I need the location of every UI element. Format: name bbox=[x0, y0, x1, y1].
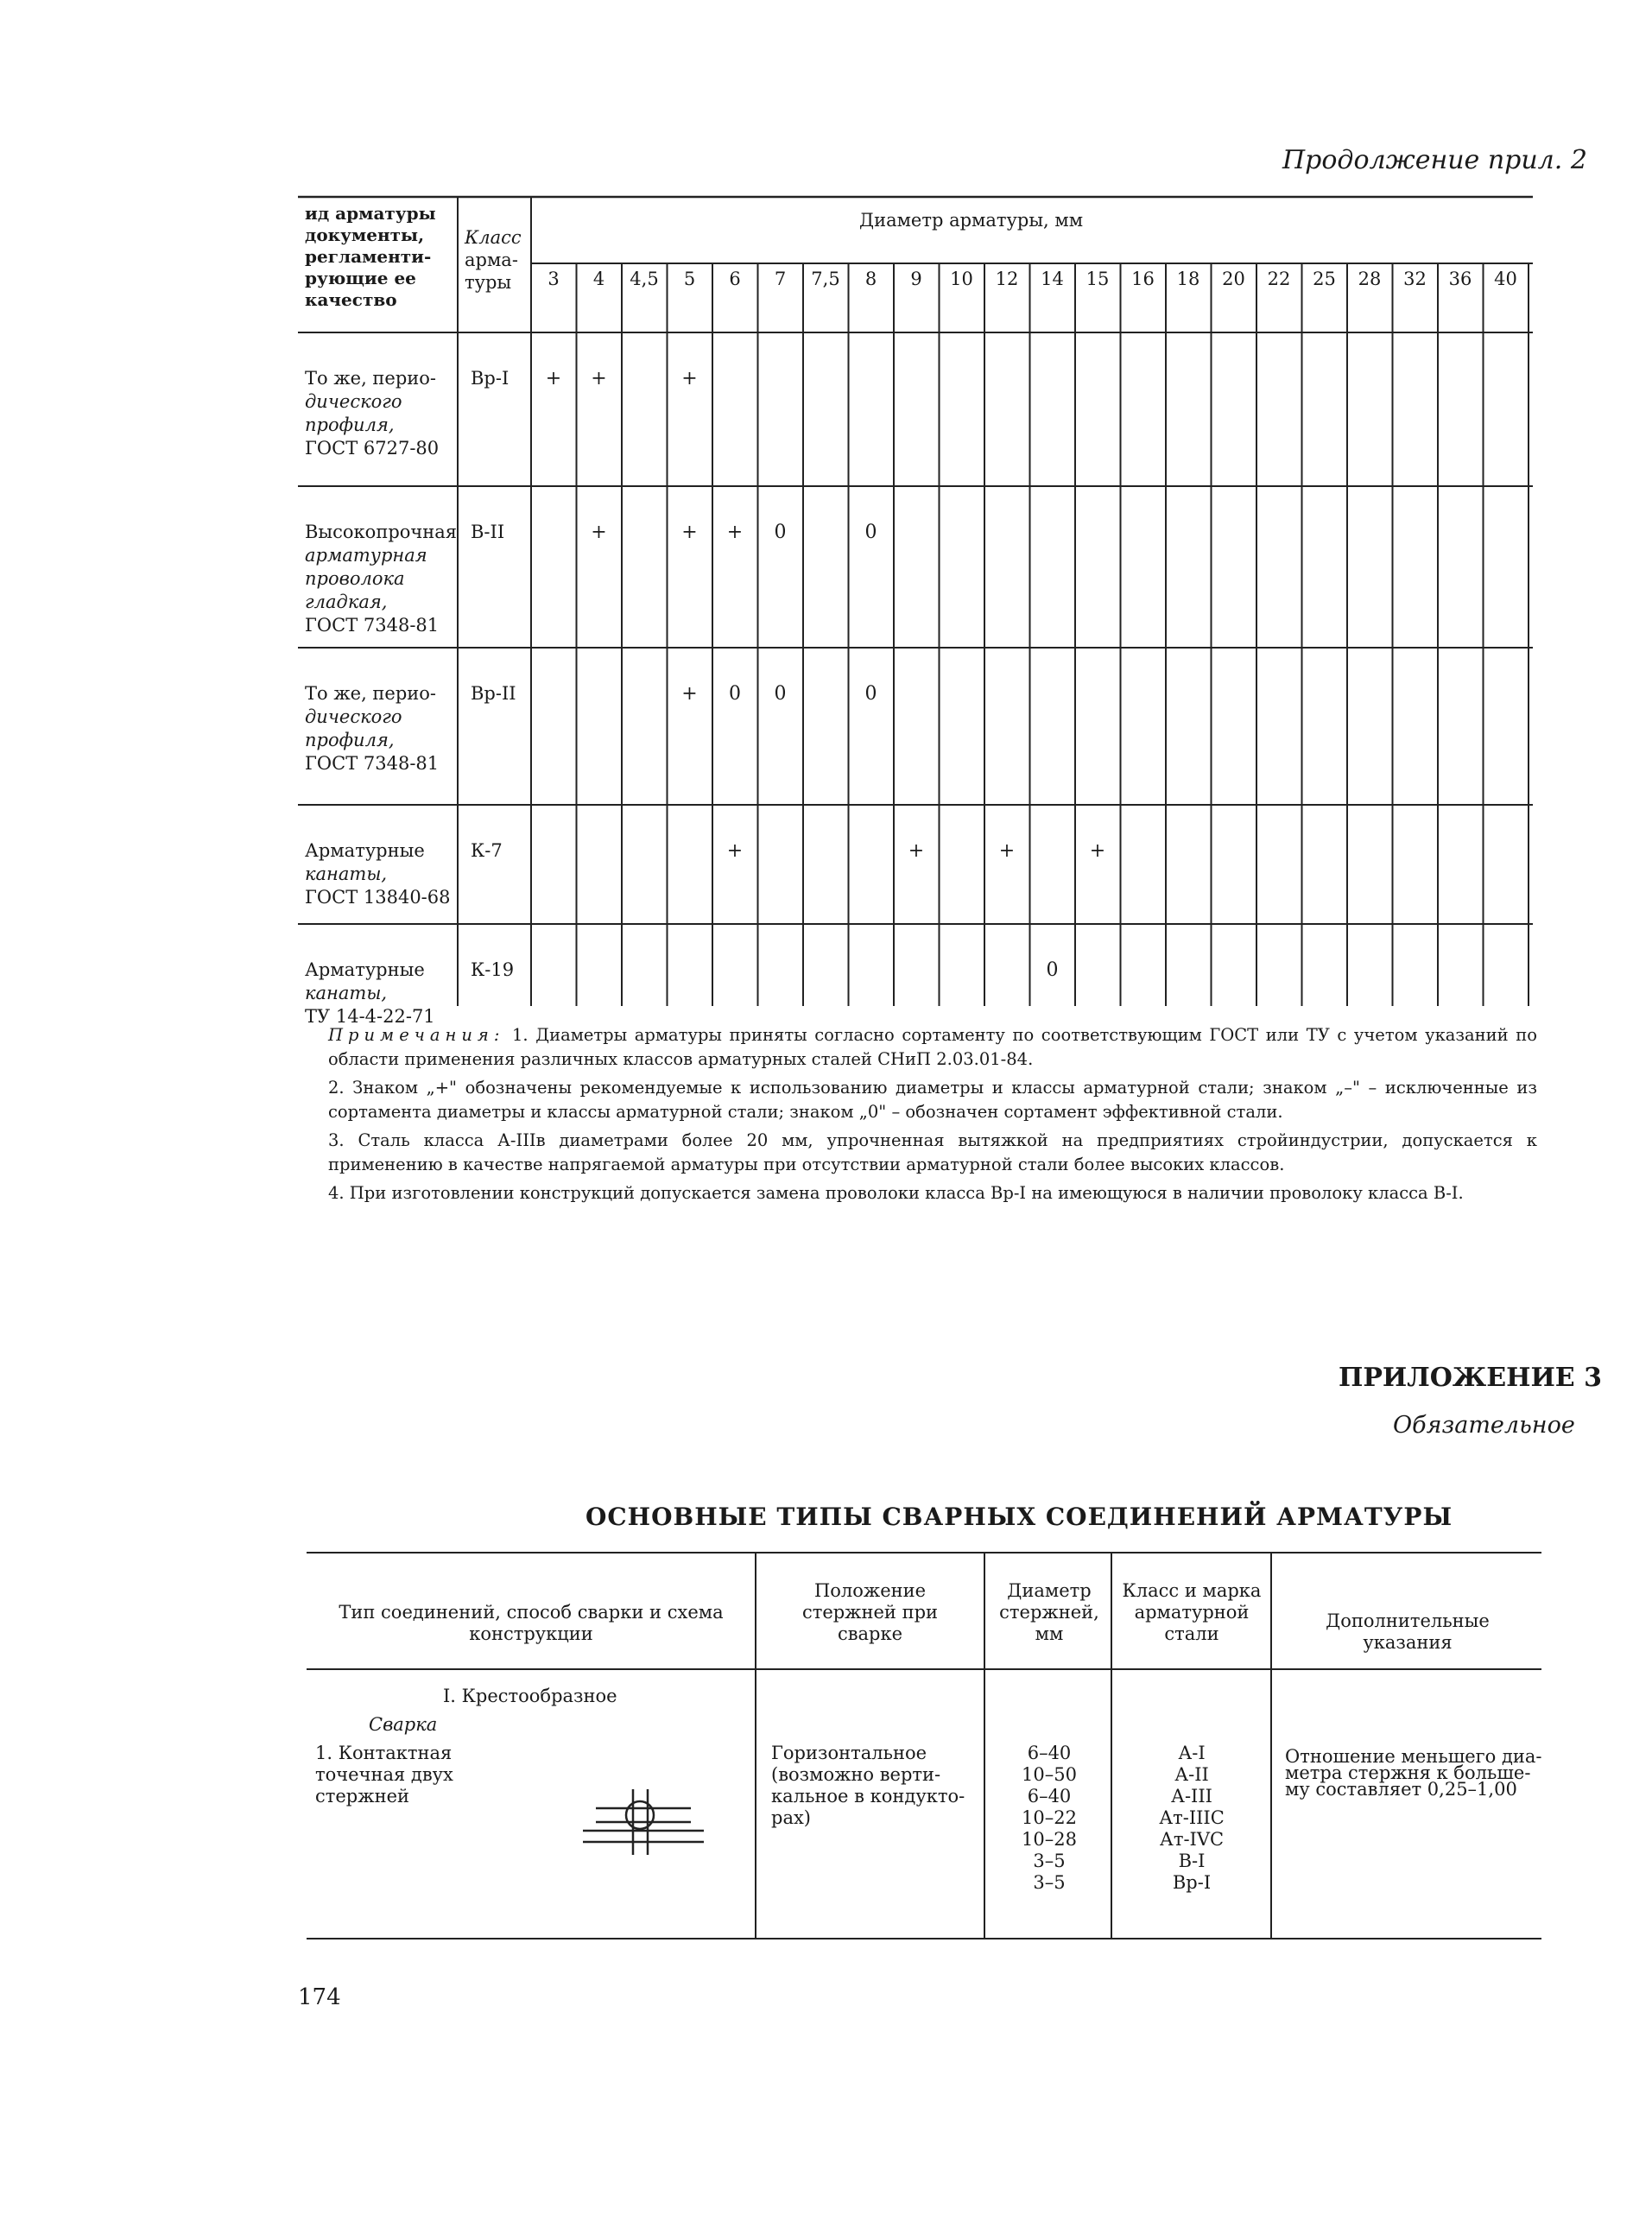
header-type-line: документы, bbox=[305, 225, 425, 245]
welded-joints-table bbox=[307, 1546, 1541, 1943]
table-grid bbox=[298, 190, 1533, 1006]
row-type-line: арматурная bbox=[305, 545, 427, 566]
steel-class: А-II bbox=[1174, 1764, 1209, 1785]
cross-weld-scheme-icon bbox=[583, 1789, 704, 1855]
continuation-header: Продолжение прил. 2 bbox=[1282, 145, 1587, 175]
position-line: кальное в кондукто- bbox=[771, 1786, 965, 1807]
t2-section-title: I. Крестообразное bbox=[443, 1686, 617, 1706]
steel-class: Ат-IIIС bbox=[1159, 1807, 1225, 1828]
position-line: рах) bbox=[771, 1807, 811, 1828]
appendix-title: ПРИЛОЖЕНИЕ 3 bbox=[1339, 1363, 1602, 1393]
diameter-header-cell: 5 bbox=[683, 269, 696, 289]
notes-label: Примечания: bbox=[328, 1025, 505, 1045]
joint-type-line: 1. Контактная bbox=[315, 1743, 453, 1763]
diameter-header-cell: 36 bbox=[1448, 269, 1472, 289]
appendix-heading: ОСНОВНЫЕ ТИПЫ СВАРНЫХ СОЕДИНЕНИЙ АРМАТУРЫ bbox=[585, 1503, 1453, 1531]
row-type-line: ТУ 14-4-22-71 bbox=[305, 1006, 435, 1027]
note-3: 3. Сталь класса А-IIIв диаметрами более 20 мм, упрочненная вытяжкой на предприятиях стройиндустрии, допускается к применению в качестве напрягаемой арматуры при отсутствии арматурной стали более высоких классов. bbox=[328, 1130, 1537, 1174]
joint-type-line: точечная двух bbox=[315, 1764, 453, 1785]
row-type-line: То же, перио- bbox=[305, 683, 437, 704]
table-mark: + bbox=[591, 368, 607, 389]
header-type-line: рующие ее bbox=[305, 268, 416, 288]
table-mark: + bbox=[1089, 840, 1106, 862]
diameter-header-cell: 18 bbox=[1176, 269, 1200, 289]
diameter-header-cell: 9 bbox=[910, 269, 922, 289]
t2-header-type: Тип соединений, способ сварки и схема конструкции bbox=[339, 1602, 724, 1644]
header-type-line: регламенти- bbox=[305, 246, 432, 267]
reinforcement-diameter-table bbox=[298, 190, 1533, 1027]
table-mark: + bbox=[998, 840, 1016, 862]
row-type-line: ГОСТ 6727-80 bbox=[305, 438, 440, 459]
diameter-header-cell: 4 bbox=[592, 269, 605, 289]
diameter-header-cell: 20 bbox=[1222, 269, 1245, 289]
diameter-header-cell: 22 bbox=[1267, 269, 1291, 289]
t2-header-notes: Дополнительные указания bbox=[1326, 1610, 1490, 1653]
t2-header-position: Положение стержней при сварке bbox=[801, 1580, 939, 1644]
diameter-range: 10–22 bbox=[1022, 1807, 1077, 1828]
table-mark: 0 bbox=[774, 683, 787, 705]
diameter-header-cell: 28 bbox=[1358, 269, 1382, 289]
diameter-header-cell: 25 bbox=[1313, 269, 1336, 289]
row-type-line: Арматурные bbox=[305, 840, 425, 861]
note-4: 4. При изготовлении конструкций допускается замена проволоки класса Вр-I на имеющуюся в наличии проволоку класса В-I. bbox=[328, 1183, 1464, 1203]
note-2: 2. Знаком „+" обозначены рекомендуемые к использованию диаметры и классы арматурной стали; знаком „–" – исключенные из сортамента диаметры и классы арматурной стали; знаком „0" – обозначен сортамент эффективной стали. bbox=[328, 1078, 1537, 1122]
diameter-header-cell: 16 bbox=[1131, 269, 1155, 289]
table-mark: + bbox=[681, 683, 698, 705]
table-mark: 0 bbox=[729, 683, 741, 705]
position-line: Горизонтальное bbox=[771, 1743, 927, 1763]
diameter-header-cell: 10 bbox=[950, 269, 973, 289]
diameter-range: 6–40 bbox=[1027, 1786, 1072, 1807]
row-type-line: ГОСТ 7348-81 bbox=[305, 615, 440, 636]
appendix-subtitle: Обязательное bbox=[1393, 1412, 1575, 1439]
header-type-line: качество bbox=[305, 289, 397, 310]
row-type-line: ГОСТ 7348-81 bbox=[305, 753, 440, 774]
diameter-range: 6–40 bbox=[1027, 1743, 1072, 1763]
row-type-line: канаты, bbox=[305, 983, 388, 1003]
diameter-header-cell: 14 bbox=[1041, 269, 1064, 289]
steel-class: В-I bbox=[1178, 1851, 1206, 1871]
diameter-header-cell: 3 bbox=[548, 269, 560, 289]
joint-type-line: стержней bbox=[315, 1786, 409, 1807]
diameter-header-cell: 8 bbox=[864, 269, 877, 289]
row-class: К-19 bbox=[471, 959, 515, 980]
row-type-line: Арматурные bbox=[305, 959, 425, 980]
row-class: В-II bbox=[471, 522, 505, 542]
row-type-line: Высокопрочная bbox=[305, 522, 458, 542]
table-mark: + bbox=[726, 840, 744, 862]
row-type-line: профиля, bbox=[305, 730, 395, 750]
notes-block bbox=[328, 1023, 1537, 1210]
position-line: (возможно верти- bbox=[771, 1764, 941, 1785]
diameter-header-cell: 32 bbox=[1403, 269, 1427, 289]
additional-note-line: метра стержня к больше- bbox=[1285, 1762, 1531, 1783]
row-class: К-7 bbox=[471, 840, 503, 861]
header-type-line: ид арматуры bbox=[305, 203, 436, 224]
row-type-line: гладкая, bbox=[305, 592, 388, 612]
row-class: Вр-I bbox=[471, 368, 510, 389]
diameter-header-cell: 7,5 bbox=[811, 269, 840, 289]
row-type-line: канаты, bbox=[305, 864, 388, 884]
table-mark: 0 bbox=[774, 522, 787, 543]
table-mark: 0 bbox=[1046, 959, 1059, 981]
t2-subsection: Сварка bbox=[369, 1714, 438, 1735]
table-mark: + bbox=[681, 368, 698, 389]
header-class-line: туры bbox=[465, 272, 512, 293]
steel-class: Ат-IVС bbox=[1159, 1829, 1225, 1850]
row-type-line: ГОСТ 13840-68 bbox=[305, 887, 451, 908]
row-class: Вр-II bbox=[471, 683, 516, 704]
table-mark: + bbox=[908, 840, 925, 862]
diameter-range: 10–28 bbox=[1022, 1829, 1077, 1850]
table-mark: + bbox=[726, 522, 744, 543]
header-class-line: арма- bbox=[465, 250, 518, 270]
row-type-line: профиля, bbox=[305, 414, 395, 435]
note-1 bbox=[328, 1023, 1537, 1072]
table-mark: + bbox=[591, 522, 607, 543]
page-number: 174 bbox=[298, 1984, 341, 2010]
diameter-header-cell: 4,5 bbox=[630, 269, 659, 289]
steel-class: Вр-I bbox=[1172, 1872, 1212, 1893]
row-type-line: дического bbox=[305, 706, 402, 727]
t2-header-class: Класс и марка арматурной стали bbox=[1122, 1580, 1262, 1644]
table-mark: 0 bbox=[864, 522, 877, 543]
diameter-header-cell: 40 bbox=[1494, 269, 1517, 289]
additional-note-line: му составляет 0,25–1,00 bbox=[1285, 1779, 1517, 1800]
additional-note-line: Отношение меньшего диа- bbox=[1285, 1746, 1542, 1767]
note-1-text: 1. Диаметры арматуры приняты согласно сортаменту по соответствующим ГОСТ или ТУ с учетом указаний по области применения различных классов арматурных сталей СНиП 2.03.01-84. bbox=[328, 1025, 1537, 1069]
steel-class: А-III bbox=[1171, 1786, 1212, 1807]
table-mark: + bbox=[681, 522, 698, 543]
diameter-range: 3–5 bbox=[1033, 1872, 1066, 1893]
row-type-line: дического bbox=[305, 391, 402, 412]
row-type-line: То же, перио- bbox=[305, 368, 437, 389]
table-mark: + bbox=[545, 368, 562, 389]
diameter-range: 3–5 bbox=[1033, 1851, 1066, 1871]
diameter-header-cell: 7 bbox=[774, 269, 787, 289]
row-type-line: проволока bbox=[305, 568, 405, 589]
diameter-range: 10–50 bbox=[1022, 1764, 1077, 1785]
diameter-header-cell: 12 bbox=[995, 269, 1019, 289]
diameter-header-cell: 6 bbox=[729, 269, 741, 289]
steel-class: А-I bbox=[1178, 1743, 1206, 1763]
header-class-line: Класс bbox=[465, 227, 522, 248]
header-diameter: Диаметр арматуры, мм bbox=[859, 210, 1084, 231]
table-mark: 0 bbox=[864, 683, 877, 705]
diameter-header-cell: 15 bbox=[1086, 269, 1110, 289]
t2-header-diameter: Диаметр стержней, мм bbox=[999, 1580, 1099, 1644]
